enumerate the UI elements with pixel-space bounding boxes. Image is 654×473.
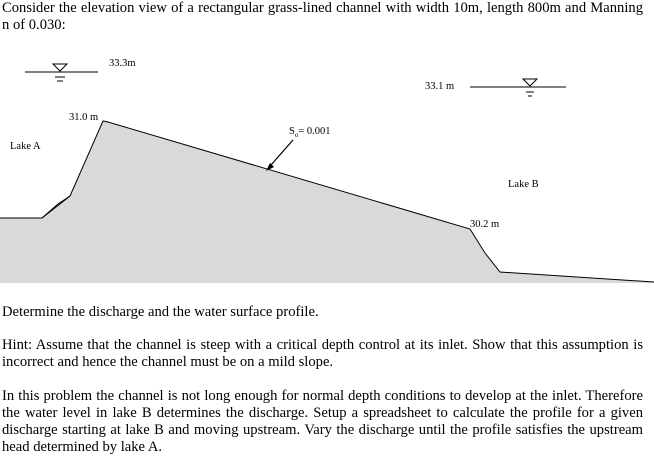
lake-a-water-level-symbol — [25, 64, 98, 81]
lake-a-level-label: 33.3m — [109, 58, 136, 69]
lake-b-level-label: 33.1 m — [425, 81, 455, 92]
inlet-elevation-label: 31.0 m — [69, 112, 99, 123]
channel-ground-fill — [0, 121, 654, 283]
lake-a-label: Lake A — [10, 141, 41, 152]
slope-label: $S_o= 0.001$ — [289, 126, 331, 140]
explanation-paragraph: In this problem the channel is not long enough for normal depth conditions to develop at the inlet. Therefore the water level in lake B determines the discharge. Setup a spreadsheet to calculate the profile for a given discharge starting at lake B and moving upstream. Vary the discharge until the profile satisfies the upstream head determined by lake A. — [2, 388, 643, 455]
outlet-elevation-label: 30.2 m — [470, 219, 500, 230]
lake-b-label: Lake B — [508, 179, 539, 190]
task-paragraph: Determine the discharge and the water surface profile. — [2, 304, 319, 320]
slope-arrow — [266, 140, 293, 171]
intro-paragraph: Consider the elevation view of a rectangular grass-lined channel with width 10m, length 800m and Manning n of 0.030: — [2, 0, 643, 33]
hint-paragraph: Hint: Assume that the channel is steep with a critical depth control at its inlet. Show that this assumption is incorrect and hence the channel must be on a mild slope. — [2, 337, 643, 370]
lake-b-water-level-symbol — [470, 79, 566, 96]
